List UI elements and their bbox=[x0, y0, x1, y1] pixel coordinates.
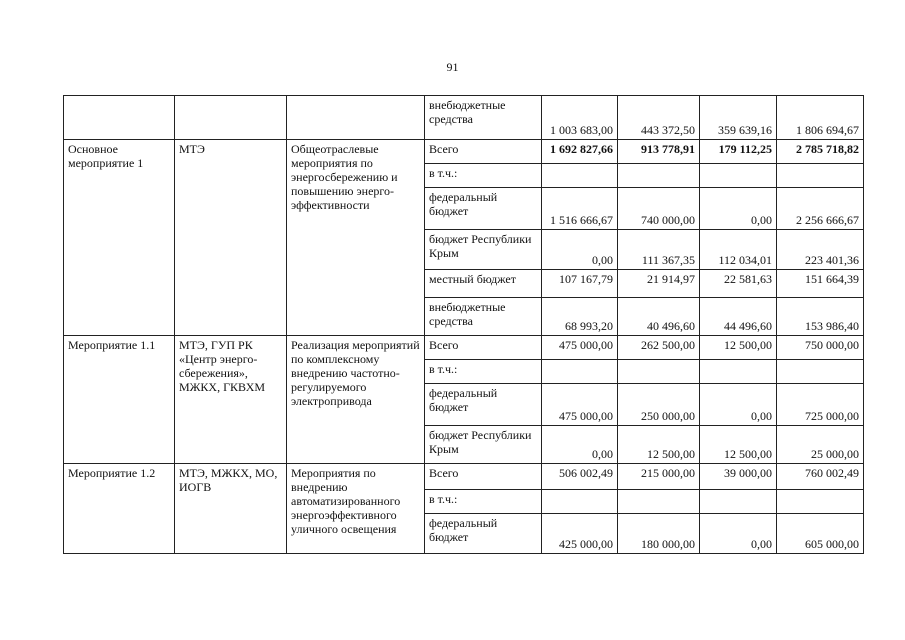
executor-cell: МТЭ, МЖКХ, МО, ИОГВ bbox=[175, 464, 287, 554]
amount-cell-2: 913 778,91 bbox=[618, 140, 700, 164]
amount-cell-1: 0,00 bbox=[542, 426, 618, 464]
amount-cell-3: 12 500,00 bbox=[700, 336, 777, 360]
amount-cell-3: 0,00 bbox=[700, 384, 777, 426]
amount-cell-1: 107 167,79 bbox=[542, 270, 618, 298]
amount-cell-3 bbox=[700, 360, 777, 384]
amount-cell-2: 111 367,35 bbox=[618, 230, 700, 270]
amount-cell-4: 25 000,00 bbox=[777, 426, 864, 464]
amount-cell-2 bbox=[618, 164, 700, 188]
amount-cell-1 bbox=[542, 164, 618, 188]
amount-cell-2: 262 500,00 bbox=[618, 336, 700, 360]
amount-cell-2: 180 000,00 bbox=[618, 514, 700, 554]
amount-cell-4: 750 000,00 bbox=[777, 336, 864, 360]
funding-source-cell: в т.ч.: bbox=[425, 490, 542, 514]
amount-cell-4: 760 002,49 bbox=[777, 464, 864, 490]
amount-cell-2 bbox=[618, 490, 700, 514]
amount-cell-3 bbox=[700, 164, 777, 188]
amount-cell-4: 1 806 694,67 bbox=[777, 96, 864, 140]
funding-source-cell: в т.ч.: bbox=[425, 360, 542, 384]
event-title-cell: Мероприятия по внедрению автоматизированного энергоэффективного уличного освещения bbox=[287, 464, 425, 554]
event-name-cell: Мероприятие 1.2 bbox=[64, 464, 175, 554]
amount-cell-4: 725 000,00 bbox=[777, 384, 864, 426]
amount-cell-1: 1 516 666,67 bbox=[542, 188, 618, 230]
event-name-cell bbox=[64, 96, 175, 140]
amount-cell-3: 179 112,25 bbox=[700, 140, 777, 164]
amount-cell-3: 359 639,16 bbox=[700, 96, 777, 140]
amount-cell-4: 2 785 718,82 bbox=[777, 140, 864, 164]
amount-cell-1: 1 003 683,00 bbox=[542, 96, 618, 140]
amount-cell-3: 112 034,01 bbox=[700, 230, 777, 270]
amount-cell-3: 0,00 bbox=[700, 188, 777, 230]
funding-source-cell: федеральный бюджет bbox=[425, 384, 542, 426]
amount-cell-4 bbox=[777, 164, 864, 188]
amount-cell-2: 21 914,97 bbox=[618, 270, 700, 298]
table-body bbox=[64, 96, 864, 554]
executor-cell bbox=[175, 96, 287, 140]
funding-source-cell: Всего bbox=[425, 464, 542, 490]
event-title-cell: Реализация мероприятий по комплексному внедрению частотно-регулируемого электропривода bbox=[287, 336, 425, 464]
amount-cell-3 bbox=[700, 490, 777, 514]
funding-source-cell: внебюджетные средства bbox=[425, 298, 542, 336]
funding-source-cell: Всего bbox=[425, 140, 542, 164]
funding-source-cell: местный бюджет bbox=[425, 270, 542, 298]
amount-cell-3: 39 000,00 bbox=[700, 464, 777, 490]
funding-source-cell: бюджет Республики Крым bbox=[425, 426, 542, 464]
amount-cell-2: 40 496,60 bbox=[618, 298, 700, 336]
amount-cell-4: 151 664,39 bbox=[777, 270, 864, 298]
event-name-cell: Мероприятие 1.1 bbox=[64, 336, 175, 464]
amount-cell-1: 475 000,00 bbox=[542, 336, 618, 360]
amount-cell-3: 0,00 bbox=[700, 514, 777, 554]
amount-cell-1: 506 002,49 bbox=[542, 464, 618, 490]
amount-cell-1: 425 000,00 bbox=[542, 514, 618, 554]
funding-source-cell: внебюджетные средства bbox=[425, 96, 542, 140]
amount-cell-4: 605 000,00 bbox=[777, 514, 864, 554]
funding-source-cell: Всего bbox=[425, 336, 542, 360]
table-row bbox=[64, 464, 864, 490]
amount-cell-3: 22 581,63 bbox=[700, 270, 777, 298]
amount-cell-1 bbox=[542, 490, 618, 514]
amount-cell-2: 250 000,00 bbox=[618, 384, 700, 426]
table-row bbox=[64, 336, 864, 360]
executor-cell: МТЭ bbox=[175, 140, 287, 336]
amount-cell-2 bbox=[618, 360, 700, 384]
amount-cell-3: 12 500,00 bbox=[700, 426, 777, 464]
funding-source-cell: в т.ч.: bbox=[425, 164, 542, 188]
event-title-cell: Общеотраслевые мероприятия по энергосбережению и повышению энерго-эффективности bbox=[287, 140, 425, 336]
funding-source-cell: федеральный бюджет bbox=[425, 188, 542, 230]
funding-source-cell: федеральный бюджет bbox=[425, 514, 542, 554]
executor-cell: МТЭ, ГУП РК «Центр энерго-сбережения», МЖКХ, ГКВХМ bbox=[175, 336, 287, 464]
amount-cell-1: 68 993,20 bbox=[542, 298, 618, 336]
amount-cell-4 bbox=[777, 360, 864, 384]
amount-cell-4: 223 401,36 bbox=[777, 230, 864, 270]
amount-cell-2: 215 000,00 bbox=[618, 464, 700, 490]
amount-cell-1: 0,00 bbox=[542, 230, 618, 270]
event-title-cell bbox=[287, 96, 425, 140]
funding-source-cell: бюджет Республики Крым bbox=[425, 230, 542, 270]
event-name-cell: Основное мероприятие 1 bbox=[64, 140, 175, 336]
amount-cell-2: 443 372,50 bbox=[618, 96, 700, 140]
table-row bbox=[64, 140, 864, 164]
budget-table bbox=[63, 95, 864, 554]
amount-cell-2: 12 500,00 bbox=[618, 426, 700, 464]
amount-cell-1 bbox=[542, 360, 618, 384]
amount-cell-4: 2 256 666,67 bbox=[777, 188, 864, 230]
amount-cell-1: 1 692 827,66 bbox=[542, 140, 618, 164]
amount-cell-4: 153 986,40 bbox=[777, 298, 864, 336]
amount-cell-3: 44 496,60 bbox=[700, 298, 777, 336]
table-row bbox=[64, 96, 864, 140]
amount-cell-4 bbox=[777, 490, 864, 514]
amount-cell-1: 475 000,00 bbox=[542, 384, 618, 426]
page-number: 91 bbox=[446, 60, 459, 74]
amount-cell-2: 740 000,00 bbox=[618, 188, 700, 230]
